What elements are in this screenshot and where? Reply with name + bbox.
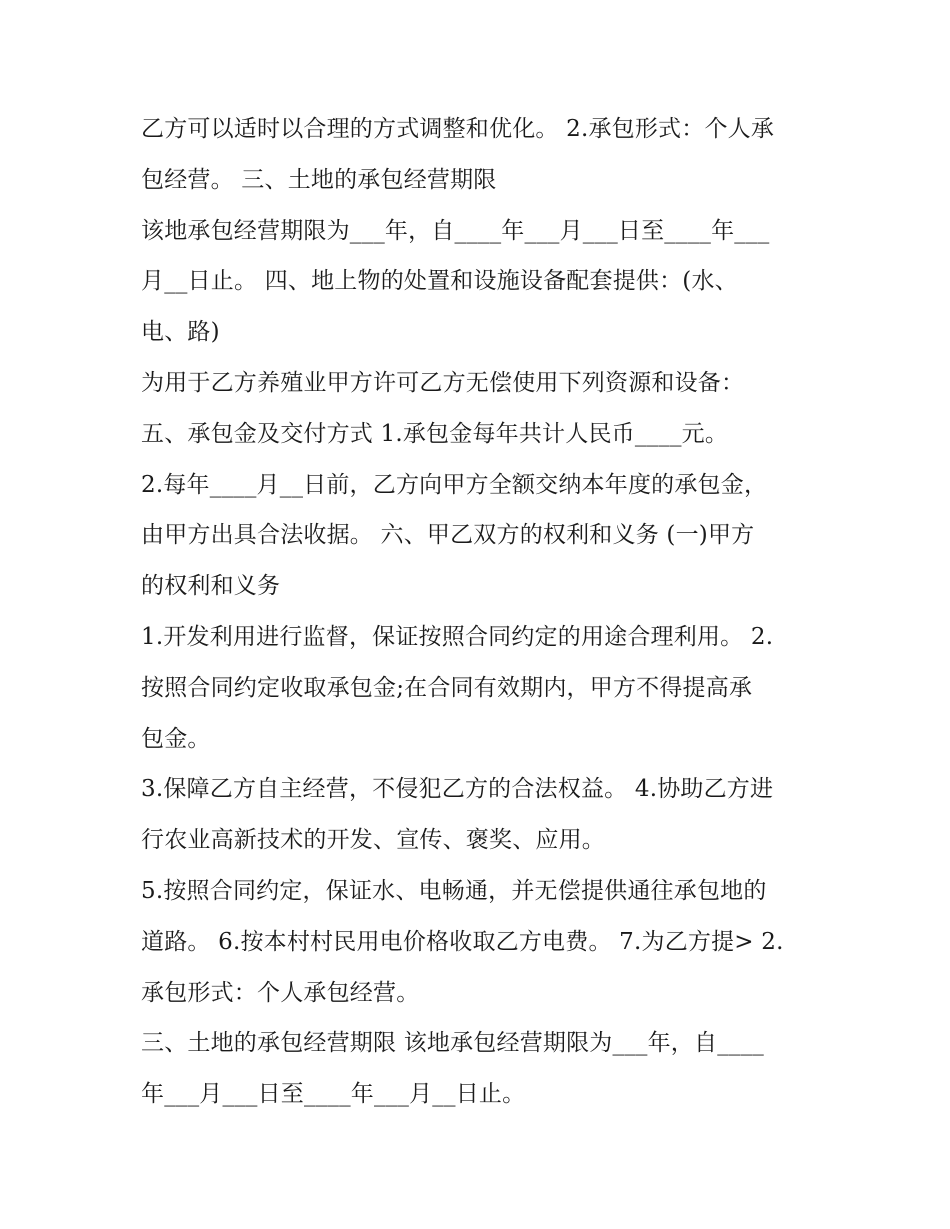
text-line-10: 的权利和义务	[141, 573, 281, 600]
text-line-6: 为用于乙方养殖业甲方许可乙方无偿使用下列资源和设备：	[141, 369, 745, 396]
text-line-19: 三、土地的承包经营期限 该地承包经营期限为___年，自____	[141, 1030, 765, 1057]
text-line-18: 承包形式：个人承包经营。	[141, 979, 420, 1006]
text-line-20: 年___月___日至____年___月__日止。	[141, 1081, 526, 1108]
text-line-1: 乙方可以适时以合理的方式调整和优化。 2.承包形式：个人承	[141, 116, 775, 142]
text-line-7: 五、承包金及交付方式 1.承包金每年共计人民币____元。	[141, 420, 729, 447]
text-line-9: 由甲方出具合法收据。 六、甲乙双方的权利和义务 (一)甲方	[141, 522, 755, 549]
text-line-8: 2.每年____月__日前，乙方向甲方全额交纳本年度的承包金，	[141, 471, 768, 498]
text-line-16: 5.按照合同约定，保证水、电畅通，并无偿提供通往承包地的	[141, 877, 767, 904]
text-line-2: 包经营。 三、土地的承包经营期限	[141, 166, 497, 193]
text-line-3: 该地承包经营期限为___年，自____年___月___日至____年___	[141, 217, 770, 244]
text-line-15: 行农业高新技术的开发、宣传、褒奖、应用。	[141, 827, 605, 854]
text-line-11: 1.开发利用进行监督，保证按照合同约定的用途合理利用。 2.	[141, 623, 774, 650]
text-line-4: 月__日止。 四、地上物的处置和设施设备配套提供：(水、	[141, 268, 738, 295]
document-body	[141, 104, 821, 1120]
text-line-17: 道路。 6.按本村村民用电价格收取乙方电费。 7.为乙方提> 2.	[141, 928, 784, 955]
text-line-13: 包金。	[141, 725, 211, 752]
text-line-5: 电、路)	[141, 319, 220, 346]
text-line-12: 按照合同约定收取承包金;在合同有效期内，甲方不得提高承	[141, 674, 753, 701]
text-line-14: 3.保障乙方自主经营，不侵犯乙方的合法权益。 4.协助乙方进	[141, 776, 774, 803]
